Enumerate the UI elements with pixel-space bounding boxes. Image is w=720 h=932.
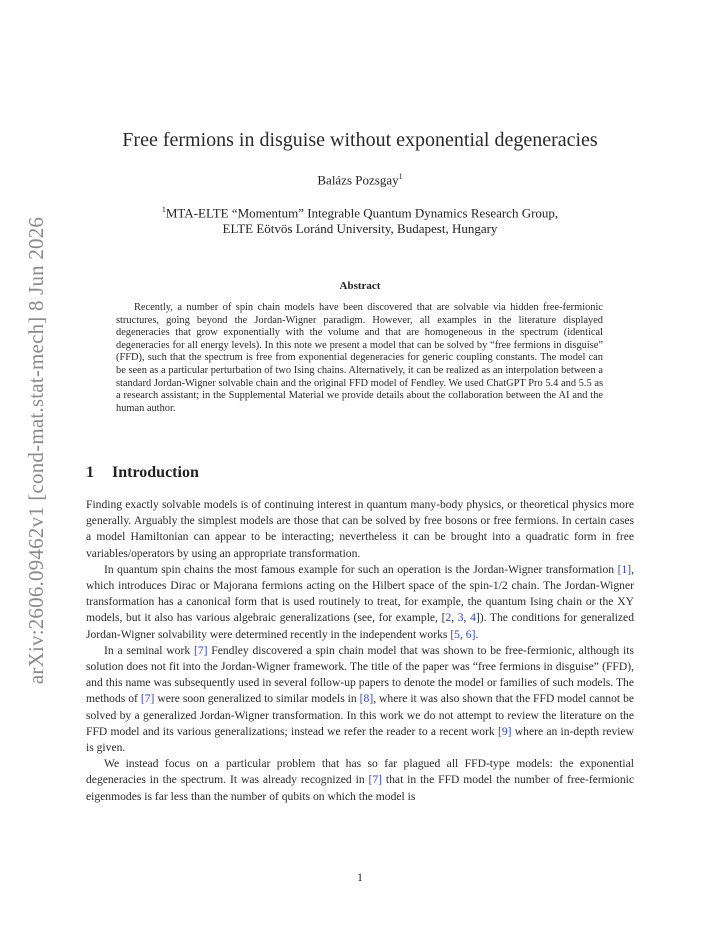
affiliation <box>86 202 634 237</box>
affiliation-mark: 1 <box>161 205 166 214</box>
arxiv-stamp <box>2 200 72 700</box>
arxiv-identifier: arXiv:2606.09462v1 [cond-mat.stat-mech] 8 Jun 2026 <box>24 216 49 684</box>
author-line <box>86 172 634 188</box>
section-heading <box>86 464 199 482</box>
author-affiliation-mark: 1 <box>398 172 403 181</box>
citation-link[interactable]: [9] <box>497 724 512 738</box>
paper-title: Free fermions in disguise without exponential degeneracies <box>122 129 598 151</box>
paragraph-4: We instead focus on a particular problem that has so far plagued all FFD-type models: the exponential degeneracies in the spectrum. It was already recognized in [7] that in the FFD model the number of free-fermionic eigenmodes is far less than the number of qubits on which the model is <box>86 757 634 803</box>
section-title: Introduction <box>112 464 199 481</box>
citation-link[interactable]: 2 <box>445 611 452 625</box>
author-name: Balázs Pozsgay <box>317 172 399 188</box>
citation-link[interactable]: [7] <box>193 643 208 657</box>
section-number: 1 <box>86 464 94 481</box>
abstract-heading: Abstract <box>339 280 381 292</box>
citation-link[interactable]: [7] <box>140 692 155 706</box>
citation-link[interactable]: [1] <box>617 562 632 576</box>
affiliation-line-1: $^1$MTA-ELTE “Momentum” Integrable Quantum Dynamics Research Group, <box>161 205 559 221</box>
citation-link[interactable]: 3 <box>457 611 464 625</box>
abstract-text: Recently, a number of spin chain models have been discovered that are solvable via hidden free-fermionic structures, going beyond the Jordan-Wigner paradigm. However, all examples in the literature displayed degeneracies that grow exponentially with the volume and that are homogeneous in the spectrum (identical degeneracies for all energy levels). In this note we present a model that can be solved by “free fermions in disguise” (FFD), such that the spectrum is free from exponential degeneracies for generic coupling constants. The model can be seen as a particular perturbation of two Ising chains. Alternatively, it can be realized as an interpolation between a standard Jordan-Wigner solvable chain and the original FFD model of Fendley. We used ChatGPT Pro 5.4 and 5.5 as a research assistant; in the Supplemental Material we provide details about the collaboration between the AI and the human author. <box>116 302 603 414</box>
page-number: 1 <box>357 872 363 884</box>
affiliation-line-2: ELTE Eötvös Loránd University, Budapest, Hungary <box>222 221 498 237</box>
paragraph-1: Finding exactly solvable models is of continuing interest in quantum many-body physics, or theoretical physics more generally. Arguably the simplest models are those that can be solved by free bosons or free fermions. In certain cases a model Hamiltonian can appear to be interacting; nevertheless it can be brought into a quadratic form in free variables/operators by using an appropriate transformation. <box>86 498 634 560</box>
paragraph-2: In quantum spin chains the most famous example for such an operation is the Jordan-Wigner transformation [1], which introduces Dirac or Majorana fermions acting on the Hilbert space of the spin-1/2 chain. The Jordan-Wigner transformation has a canonical form that is used routinely to treat, for example, the quantum Ising chain or the XY models, but it also has various algebraic generalizations (see, for example, [2, 3, 4]). The conditions for generalized Jordan-Wigner solvability were determined recently in the independent works [5, 6]. <box>86 562 634 641</box>
citation-link[interactable]: [5, 6] <box>450 627 476 641</box>
body-text <box>86 497 634 805</box>
citation-link[interactable]: 4 <box>470 611 476 625</box>
citation-link[interactable]: [7] <box>368 773 383 787</box>
citation-link[interactable]: [8] <box>359 692 374 706</box>
paragraph-3: In a seminal work [7] Fendley discovered a spin chain model that was shown to be free-fermionic, although its solution does not fit into the Jordan-Wigner framework. The title of the paper was “free fermions in disguise” (FFD), and this name was subsequently used in several follow-up papers to denote the model or families of such models. The methods of [7] were soon generalized to similar models in [8], where it was also shown that the FFD model cannot be solved by a generalized Jordan-Wigner transformation. In this work we do not attempt to review the literature on the FFD model and its various generalizations; instead we refer the reader to a recent work [9] where an in-depth review is given. <box>86 643 635 755</box>
